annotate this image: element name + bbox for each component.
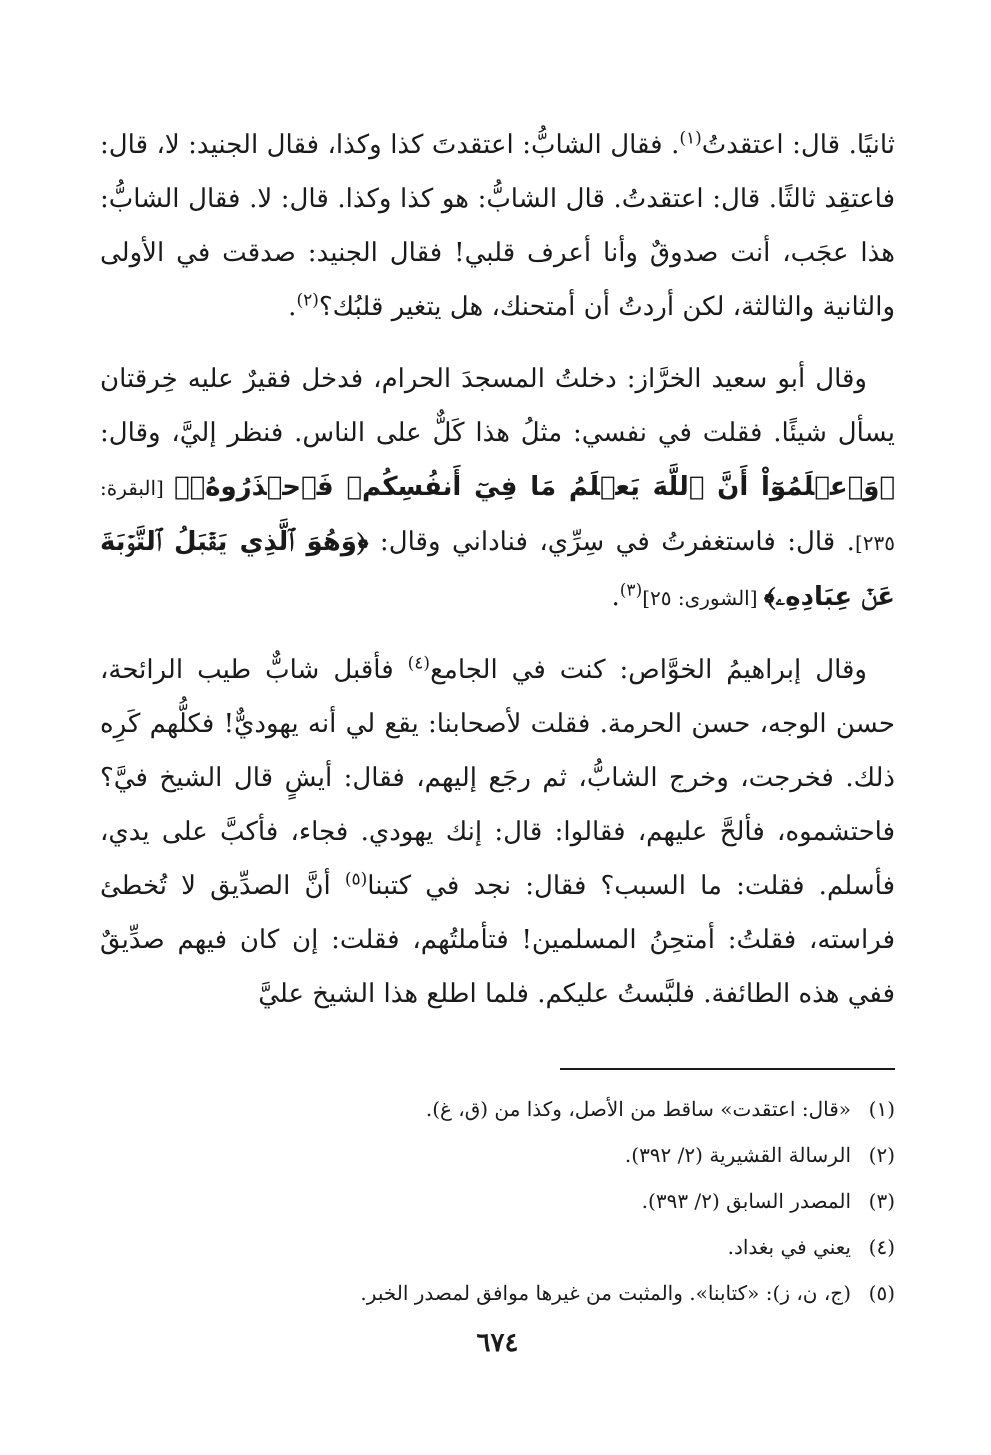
verse-citation: [البقرة: ٢٣٥]	[100, 476, 895, 555]
footnote-text: «قال: اعتقدت» ساقط من الأصل، وكذا من (ق، غ).	[425, 1097, 851, 1121]
page-number: ٦٧٤	[476, 1328, 519, 1358]
text-run: ثانيًا. قال: اعتقدتُ	[701, 130, 895, 160]
footnote-text: (ج، ن، ز): «كتابنا». والمثبت من غيرها موافق لمصدر الخبر.	[360, 1281, 851, 1305]
footnote-reference: (٥)	[344, 869, 368, 890]
text-run: وقال إبراهيمُ الخوَّاص: كنت في الجامع	[430, 655, 867, 685]
quran-verse: ﴿وَهُوَ ٱلَّذِي يَقۡبَلُ ٱلتَّوۡبَةَ عَنۡ عِبَادِهِۦ﴾	[100, 527, 895, 612]
text-run: أنَّ الصدِّيق لا تُخطئ فراسته، فقلتُ: أمتحِنُ المسلمين! فتأملتُهم، فقلت: إن كان فيهم صدِّيقٌ ففي هذه الطائفة. فلبَّستُ عليكم. فلما اطلع هذا الشيخ عليَّ	[100, 871, 895, 1009]
book-page	[100, 118, 895, 1398]
footnote-text: يعني في بغداد.	[727, 1235, 851, 1259]
footnote-reference: (٢)	[296, 290, 319, 311]
footnote-reference: (١)	[679, 128, 702, 149]
footnote	[100, 1224, 895, 1270]
footnote-separator	[560, 1068, 895, 1070]
footnote	[100, 1132, 895, 1178]
text-run: . قال: فاستغفرتُ في سِرِّي، فناداني وقال:	[368, 527, 855, 557]
paragraph	[100, 643, 895, 1021]
footnote-number: (٤)	[868, 1235, 895, 1259]
footnote	[100, 1086, 895, 1132]
footnote	[100, 1270, 895, 1316]
footnote-reference: (٤)	[407, 653, 431, 674]
text-run: .	[611, 582, 620, 612]
verse-citation: [الشورى: ٢٥]	[642, 586, 764, 610]
text-run: .	[288, 292, 297, 322]
paragraph	[100, 352, 895, 625]
footnote-reference: (٣)	[619, 580, 643, 601]
footnotes-list	[100, 1086, 895, 1316]
text-run: وقال أبو سعيد الخرَّاز: دخلتُ المسجدَ الحرام، فدخل فقيرٌ عليه خِرقتان يسأل شيئًا. فقلت في نفسي: مثلُ هذا كَلٌّ على الناس. فنظر إليَّ، وقال:	[100, 364, 895, 448]
footnote-text: الرسالة القشيرية (٢/ ٣٩٢).	[624, 1143, 851, 1167]
text-run: . فقال الشابُّ: اعتقدتَ كذا وكذا، فقال الجنيد: لا، قال: فاعتقِد ثالثًا. قال: اعتقدتُ. قال الشابُّ: هو كذا وكذا. قال: لا. فقال الشابُّ: هذا عجَب، أنت صدوقٌ وأنا أعرف قلبي! فقال الجنيد: صدقت في الأولى والثانية والثالثة، لكن أردتُ أن أمتحنك، هل يتغير قلبُك؟	[100, 130, 895, 322]
footnote-number: (١)	[868, 1097, 895, 1121]
text-run: فأقبل شابٌّ طيب الرائحة، حسن الوجه، حسن الحرمة. فقلت لأصحابنا: يقع لي أنه يهوديٌّ! فكلُّهم كَرِه ذلك. فخرجت، وخرج الشابُّ، ثم رجَع إليهم، فقال: أيشٍ قال الشيخ فيَّ؟ فاحتشموه، فألحَّ عليهم، فقالوا: قال: إنك يهودي. فجاء، فأكبَّ على يدي، فأسلم. فقلت: ما السبب؟ فقال: نجد في كتبنا	[100, 655, 895, 901]
footnote-text: المصدر السابق (٢/ ٣٩٣).	[641, 1189, 851, 1213]
footnote	[100, 1178, 895, 1224]
footnote-number: (٢)	[868, 1143, 895, 1167]
main-text	[100, 118, 895, 1021]
paragraph-gap	[100, 625, 895, 643]
paragraph	[100, 118, 895, 334]
footnote-number: (٣)	[868, 1189, 895, 1213]
footnote-number: (٥)	[868, 1281, 895, 1305]
quran-verse: ﴿وَٱعۡلَمُوٓاْ أَنَّ ٱللَّهَ يَعۡلَمُ مَا فِيٓ أَنفُسِكُمۡ فَٱحۡذَرُوهُۚ﴾	[173, 472, 895, 502]
paragraph-gap	[100, 334, 895, 352]
